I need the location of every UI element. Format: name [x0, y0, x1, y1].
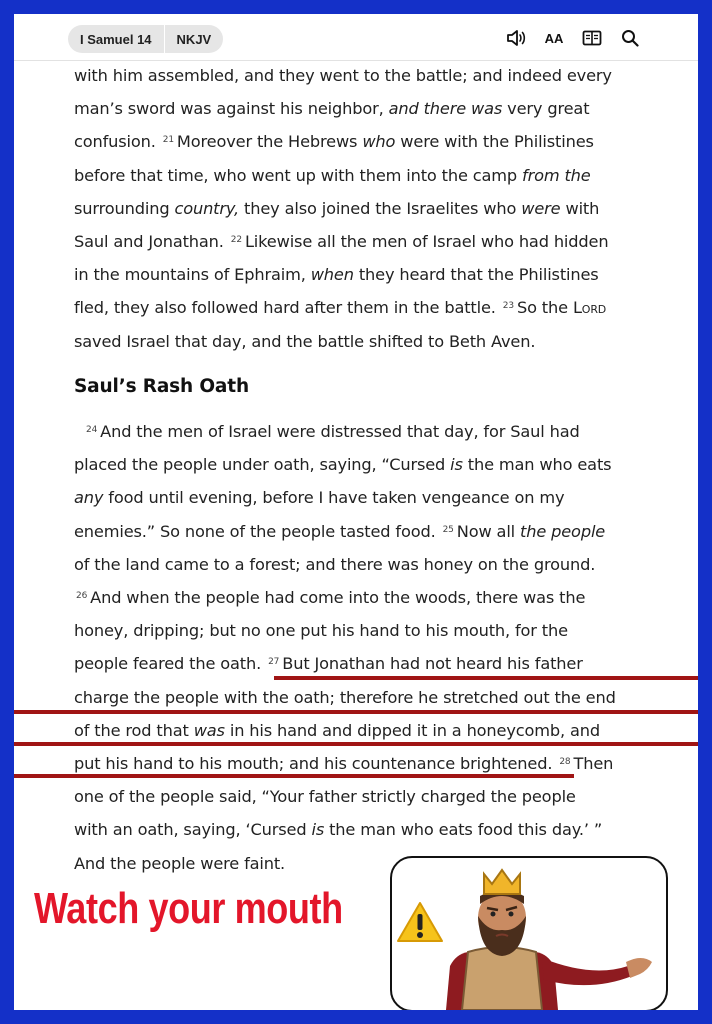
book-chapter-button[interactable]: I Samuel 14 — [80, 31, 152, 47]
text-run: enemies.” So none of the people tasted food. — [74, 521, 441, 541]
scripture-line — [74, 754, 613, 773]
text-run: of the rod that — [74, 720, 194, 740]
scripture-line — [74, 66, 612, 85]
text-run: saved Israel that day, and the battle shifted to Beth Aven. — [74, 331, 536, 351]
text-run: put his hand to his mouth; and his countenance brightened. — [74, 754, 558, 773]
text-run: very great — [502, 99, 590, 119]
verse-number: 28 — [559, 757, 571, 767]
text-run: they also joined the Israelites who — [239, 198, 522, 218]
italic-text: is — [311, 820, 325, 840]
text-run — [74, 422, 84, 441]
highlight-underline — [14, 710, 698, 714]
text-run: food until evening, before I have taken vengeance on my — [103, 488, 565, 508]
font-size-icon[interactable] — [544, 28, 564, 48]
highlight-underline — [14, 774, 574, 778]
verse-number: 26 — [76, 591, 88, 601]
text-run: So the — [516, 298, 573, 318]
scripture-line — [74, 555, 595, 574]
reader-toolbar — [14, 14, 698, 61]
text-run: fled, they also followed hard after them in the battle. — [74, 298, 501, 318]
text-run: with him assembled, and they went to the battle; and indeed every — [74, 66, 612, 85]
speaker-icon[interactable] — [506, 28, 526, 48]
text-run: honey, dripping; but no one put his hand to his mouth, for the — [74, 621, 568, 641]
reader-page — [14, 14, 698, 1010]
scripture-line — [74, 787, 576, 806]
scripture-line — [74, 332, 535, 351]
text-run: confusion. — [74, 132, 161, 152]
scripture-line — [74, 654, 583, 673]
scripture-line — [74, 455, 611, 474]
italic-text: and there was — [388, 99, 503, 119]
scripture-line — [74, 721, 600, 740]
scripture-line — [74, 854, 285, 873]
verse-number: 22 — [230, 235, 242, 245]
warning-icon — [396, 900, 444, 948]
italic-text: were — [521, 198, 561, 218]
italic-text: the people — [520, 521, 606, 541]
text-run: with — [560, 198, 600, 218]
scripture-line — [74, 820, 602, 839]
text-run: Likewise all the men of Israel who had hidden — [244, 232, 609, 251]
verse-number: 23 — [502, 301, 514, 312]
text-run: with an oath, saying, ‘Cursed — [74, 820, 312, 840]
text-run: of the land came to a forest; and there was honey on the ground. — [74, 554, 596, 574]
text-run: in his hand and dipped it in a honeycomb, and — [224, 720, 601, 740]
italic-text: is — [450, 455, 463, 475]
text-run: one of the people said, “Your father strictly charged the people — [74, 787, 576, 807]
text-run: And the men of Israel were distressed that day, for Saul had — [100, 422, 580, 441]
text-run: Now all — [456, 521, 521, 541]
italic-text: country, — [174, 198, 240, 218]
scripture-line — [74, 588, 585, 607]
text-run: Then — [573, 754, 614, 773]
caption-text: Watch your mouth — [34, 884, 343, 933]
text-run: Saul and Jonathan. — [74, 232, 229, 251]
version-button[interactable]: NKJV — [176, 31, 212, 47]
scripture-line — [74, 688, 616, 707]
highlight-underline — [274, 676, 698, 680]
scripture-line — [74, 298, 606, 317]
verse-number: 25 — [442, 524, 454, 535]
verse-number: 24 — [86, 425, 98, 435]
verse-number: 21 — [162, 135, 174, 146]
text-run: they heard that the Philistines — [353, 265, 599, 285]
scripture-line — [74, 232, 608, 251]
text-run: And when the people had come into the woods, there was the — [90, 588, 586, 607]
scripture-line — [74, 422, 580, 441]
text-run: people feared the oath. — [74, 654, 267, 674]
highlight-underline — [14, 742, 698, 746]
italic-text: when — [310, 265, 354, 285]
text-run: placed the people under oath, saying, “Cursed — [74, 455, 451, 475]
text-run: charge the people with the oath; therefore he stretched out the end — [74, 687, 616, 707]
text-run: were with the Philistines — [395, 132, 594, 152]
text-run: the man who eats food this day.’ ” — [324, 820, 603, 840]
text-run: the man who eats — [462, 455, 612, 475]
scripture-line — [74, 199, 599, 218]
passage-selector[interactable] — [68, 25, 223, 53]
section-heading: Saul’s Rash Oath — [74, 376, 249, 397]
verse-number: 27 — [268, 657, 280, 668]
text-run: But Jonathan had not heard his father — [282, 654, 583, 674]
search-icon[interactable] — [620, 28, 640, 48]
text-run: in the mountains of Ephraim, — [74, 265, 311, 285]
scripture-line — [74, 166, 591, 185]
text-run: man’s sword was against his neighbor, — [74, 99, 389, 119]
font-size-label: AA — [544, 30, 564, 46]
scripture-line — [74, 99, 589, 118]
toolbar-actions — [506, 28, 640, 48]
text-run: before that time, who went up with them into the camp — [74, 165, 523, 185]
scripture-line — [74, 488, 564, 507]
italic-text: any — [74, 488, 104, 508]
small-caps-text: Lord — [572, 298, 607, 318]
scripture-line — [74, 522, 605, 541]
italic-text: was — [193, 720, 225, 740]
text-run: And the people were faint. — [74, 853, 286, 873]
italic-text: from the — [522, 165, 591, 185]
book-icon[interactable] — [582, 28, 602, 48]
scripture-line — [74, 621, 568, 640]
italic-text: who — [362, 132, 396, 152]
scripture-line — [74, 265, 599, 284]
text-run: surrounding — [74, 198, 175, 218]
text-run: Moreover the Hebrews — [176, 132, 363, 152]
scripture-line — [74, 132, 594, 151]
